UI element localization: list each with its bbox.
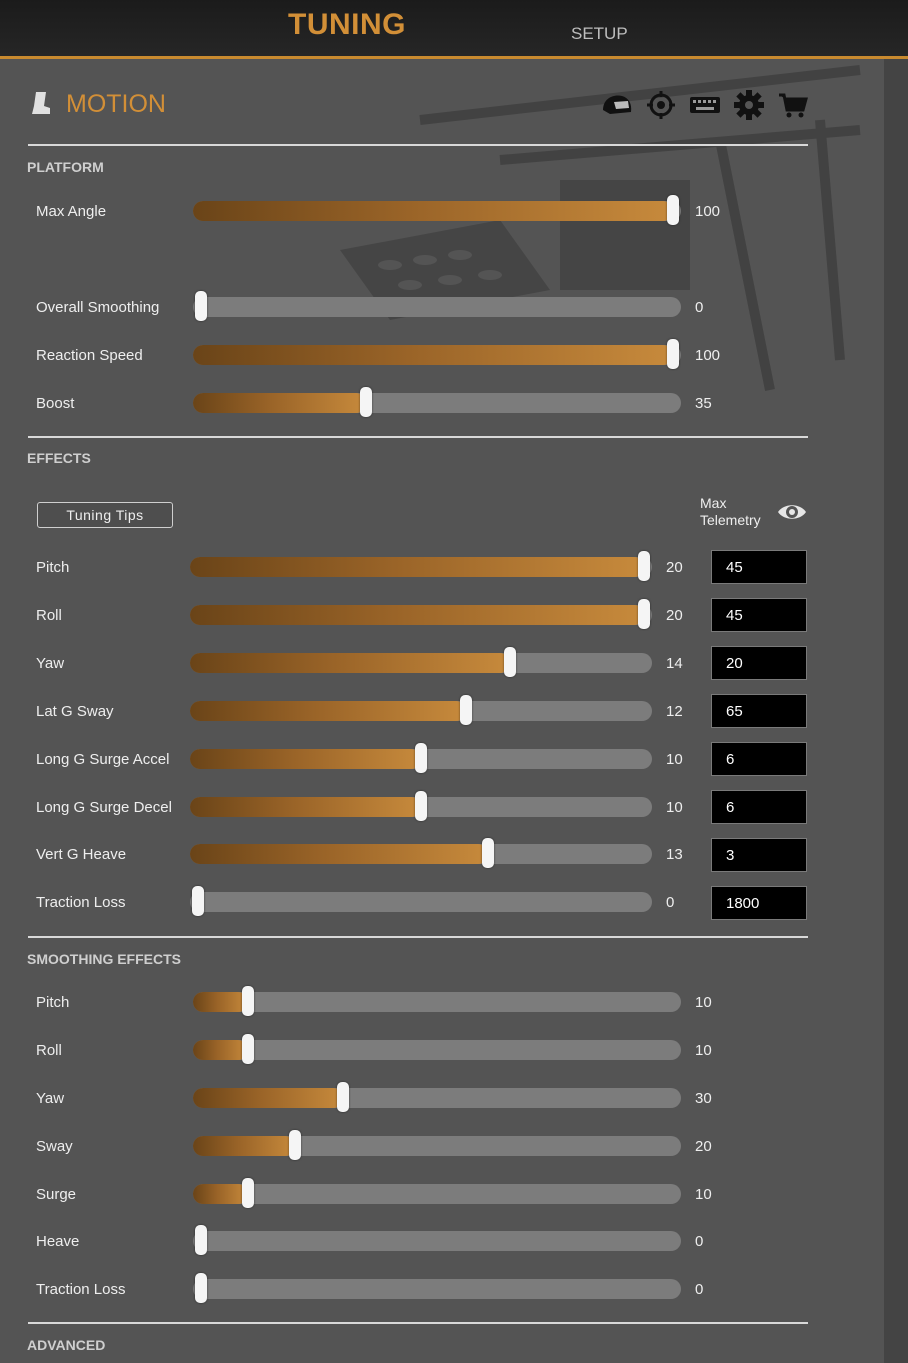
slider-max-angle[interactable] xyxy=(193,201,681,221)
section-divider xyxy=(28,144,808,146)
slider-thumb[interactable] xyxy=(638,551,650,581)
slider-smoothing-sway[interactable] xyxy=(193,1136,681,1156)
slider-label: Traction Loss xyxy=(36,894,126,911)
slider-value: 12 xyxy=(666,703,683,720)
slider-label: Reaction Speed xyxy=(36,347,143,364)
slider-label: Roll xyxy=(36,1042,62,1059)
helmet-icon[interactable] xyxy=(600,88,634,122)
section-label-platform: PLATFORM xyxy=(27,159,104,175)
slider-label: Vert G Heave xyxy=(36,846,127,863)
slider-fill xyxy=(190,749,421,769)
slider-fill xyxy=(193,992,248,1012)
max-telemetry-line: Telemetry xyxy=(700,512,761,528)
slider-label: Long G Surge Decel xyxy=(36,799,172,816)
slider-fill xyxy=(190,653,510,673)
cart-icon[interactable] xyxy=(776,88,810,122)
slider-overall-smoothing[interactable] xyxy=(193,297,681,317)
slider-fill xyxy=(193,1136,295,1156)
slider-thumb[interactable] xyxy=(242,986,254,1016)
slider-thumb[interactable] xyxy=(195,291,207,321)
telemetry-field[interactable] xyxy=(711,886,807,920)
slider-label: Yaw xyxy=(36,655,65,672)
crosshair-icon[interactable] xyxy=(644,88,678,122)
slider-roll[interactable] xyxy=(190,605,652,625)
slider-fill xyxy=(193,1040,248,1060)
slider-traction-loss[interactable] xyxy=(190,892,652,912)
slider-label: Overall Smoothing xyxy=(36,299,160,316)
scrollbar-track[interactable] xyxy=(884,59,908,1363)
keyboard-icon[interactable] xyxy=(688,88,722,122)
slider-smoothing-yaw[interactable] xyxy=(193,1088,681,1108)
slider-label: Traction Loss xyxy=(36,1281,126,1298)
telemetry-field[interactable] xyxy=(711,790,807,824)
slider-smoothing-surge[interactable] xyxy=(193,1184,681,1204)
slider-value: 10 xyxy=(666,751,683,768)
seat-icon xyxy=(30,90,52,116)
slider-thumb[interactable] xyxy=(337,1082,349,1112)
section-divider xyxy=(28,436,808,438)
slider-long-g-surge-decel[interactable] xyxy=(190,797,652,817)
slider-smoothing-pitch[interactable] xyxy=(193,992,681,1012)
slider-thumb[interactable] xyxy=(667,195,679,225)
slider-smoothing-traction-loss[interactable] xyxy=(193,1279,681,1299)
slider-thumb[interactable] xyxy=(192,886,204,916)
gear-icon[interactable] xyxy=(732,88,766,122)
telemetry-field[interactable] xyxy=(711,550,807,584)
slider-thumb[interactable] xyxy=(195,1225,207,1255)
slider-thumb[interactable] xyxy=(242,1178,254,1208)
slider-label: Roll xyxy=(36,607,62,624)
slider-thumb[interactable] xyxy=(195,1273,207,1303)
section-label-effects: EFFECTS xyxy=(27,450,91,466)
slider-value: 100 xyxy=(695,203,721,220)
slider-fill xyxy=(190,701,466,721)
slider-value: 10 xyxy=(666,799,683,816)
slider-fill xyxy=(190,557,644,577)
slider-fill xyxy=(190,844,488,864)
slider-label: Sway xyxy=(36,1138,73,1155)
telemetry-field[interactable] xyxy=(711,742,807,776)
slider-value: 20 xyxy=(695,1138,712,1155)
slider-value: 0 xyxy=(695,1281,704,1298)
slider-thumb[interactable] xyxy=(360,387,372,417)
section-label-advanced: ADVANCED xyxy=(27,1337,106,1353)
slider-value: 10 xyxy=(695,994,712,1011)
slider-fill xyxy=(193,1088,343,1108)
slider-fill xyxy=(190,605,644,625)
slider-lat-g-sway[interactable] xyxy=(190,701,652,721)
slider-thumb[interactable] xyxy=(482,838,494,868)
slider-label: Heave xyxy=(36,1233,80,1250)
slider-label: Long G Surge Accel xyxy=(36,751,170,768)
slider-smoothing-heave[interactable] xyxy=(193,1231,681,1251)
slider-fill xyxy=(193,201,673,221)
slider-value: 0 xyxy=(666,894,675,911)
slider-thumb[interactable] xyxy=(638,599,650,629)
tab-setup[interactable]: SETUP xyxy=(571,24,628,43)
slider-thumb[interactable] xyxy=(415,791,427,821)
slider-label: Surge xyxy=(36,1186,77,1203)
slider-thumb[interactable] xyxy=(242,1034,254,1064)
section-label-smoothing: SMOOTHING EFFECTS xyxy=(27,951,181,967)
slider-long-g-surge-accel[interactable] xyxy=(190,749,652,769)
slider-label: Pitch xyxy=(36,559,70,576)
slider-value: 35 xyxy=(695,395,712,412)
slider-value: 0 xyxy=(695,1233,704,1250)
slider-thumb[interactable] xyxy=(415,743,427,773)
slider-fill xyxy=(193,1184,248,1204)
eye-icon[interactable] xyxy=(776,500,808,524)
tuning-tips-button[interactable]: Tuning Tips xyxy=(37,502,173,528)
page-title: MOTION xyxy=(66,90,166,118)
slider-smoothing-roll[interactable] xyxy=(193,1040,681,1060)
slider-boost[interactable] xyxy=(193,393,681,413)
slider-value: 13 xyxy=(666,846,683,863)
slider-fill xyxy=(190,797,421,817)
slider-label: Max Angle xyxy=(36,203,107,220)
slider-value: 10 xyxy=(695,1186,712,1203)
telemetry-field[interactable] xyxy=(711,838,807,872)
slider-fill xyxy=(193,345,673,365)
slider-value: 14 xyxy=(666,655,683,672)
slider-value: 20 xyxy=(666,607,683,624)
top-bar xyxy=(0,0,908,59)
max-telemetry-line: Max xyxy=(700,495,727,511)
section-divider xyxy=(28,936,808,938)
slider-label: Boost xyxy=(36,395,75,412)
tab-tuning[interactable]: TUNING xyxy=(288,8,406,41)
slider-reaction-speed[interactable] xyxy=(193,345,681,365)
slider-thumb[interactable] xyxy=(667,339,679,369)
slider-thumb[interactable] xyxy=(289,1130,301,1160)
max-telemetry-label xyxy=(700,495,761,529)
telemetry-field[interactable] xyxy=(711,646,807,680)
slider-value: 20 xyxy=(666,559,683,576)
telemetry-field[interactable] xyxy=(711,598,807,632)
slider-value: 100 xyxy=(695,347,721,364)
slider-yaw[interactable] xyxy=(190,653,652,673)
slider-label: Pitch xyxy=(36,994,70,1011)
slider-vert-g-heave[interactable] xyxy=(190,844,652,864)
slider-pitch[interactable] xyxy=(190,557,652,577)
slider-value: 30 xyxy=(695,1090,712,1107)
slider-value: 10 xyxy=(695,1042,712,1059)
slider-fill xyxy=(193,393,366,413)
slider-label: Yaw xyxy=(36,1090,65,1107)
slider-thumb[interactable] xyxy=(460,695,472,725)
telemetry-field[interactable] xyxy=(711,694,807,728)
section-divider xyxy=(28,1322,808,1324)
slider-thumb[interactable] xyxy=(504,647,516,677)
slider-label: Lat G Sway xyxy=(36,703,114,720)
slider-value: 0 xyxy=(695,299,704,316)
